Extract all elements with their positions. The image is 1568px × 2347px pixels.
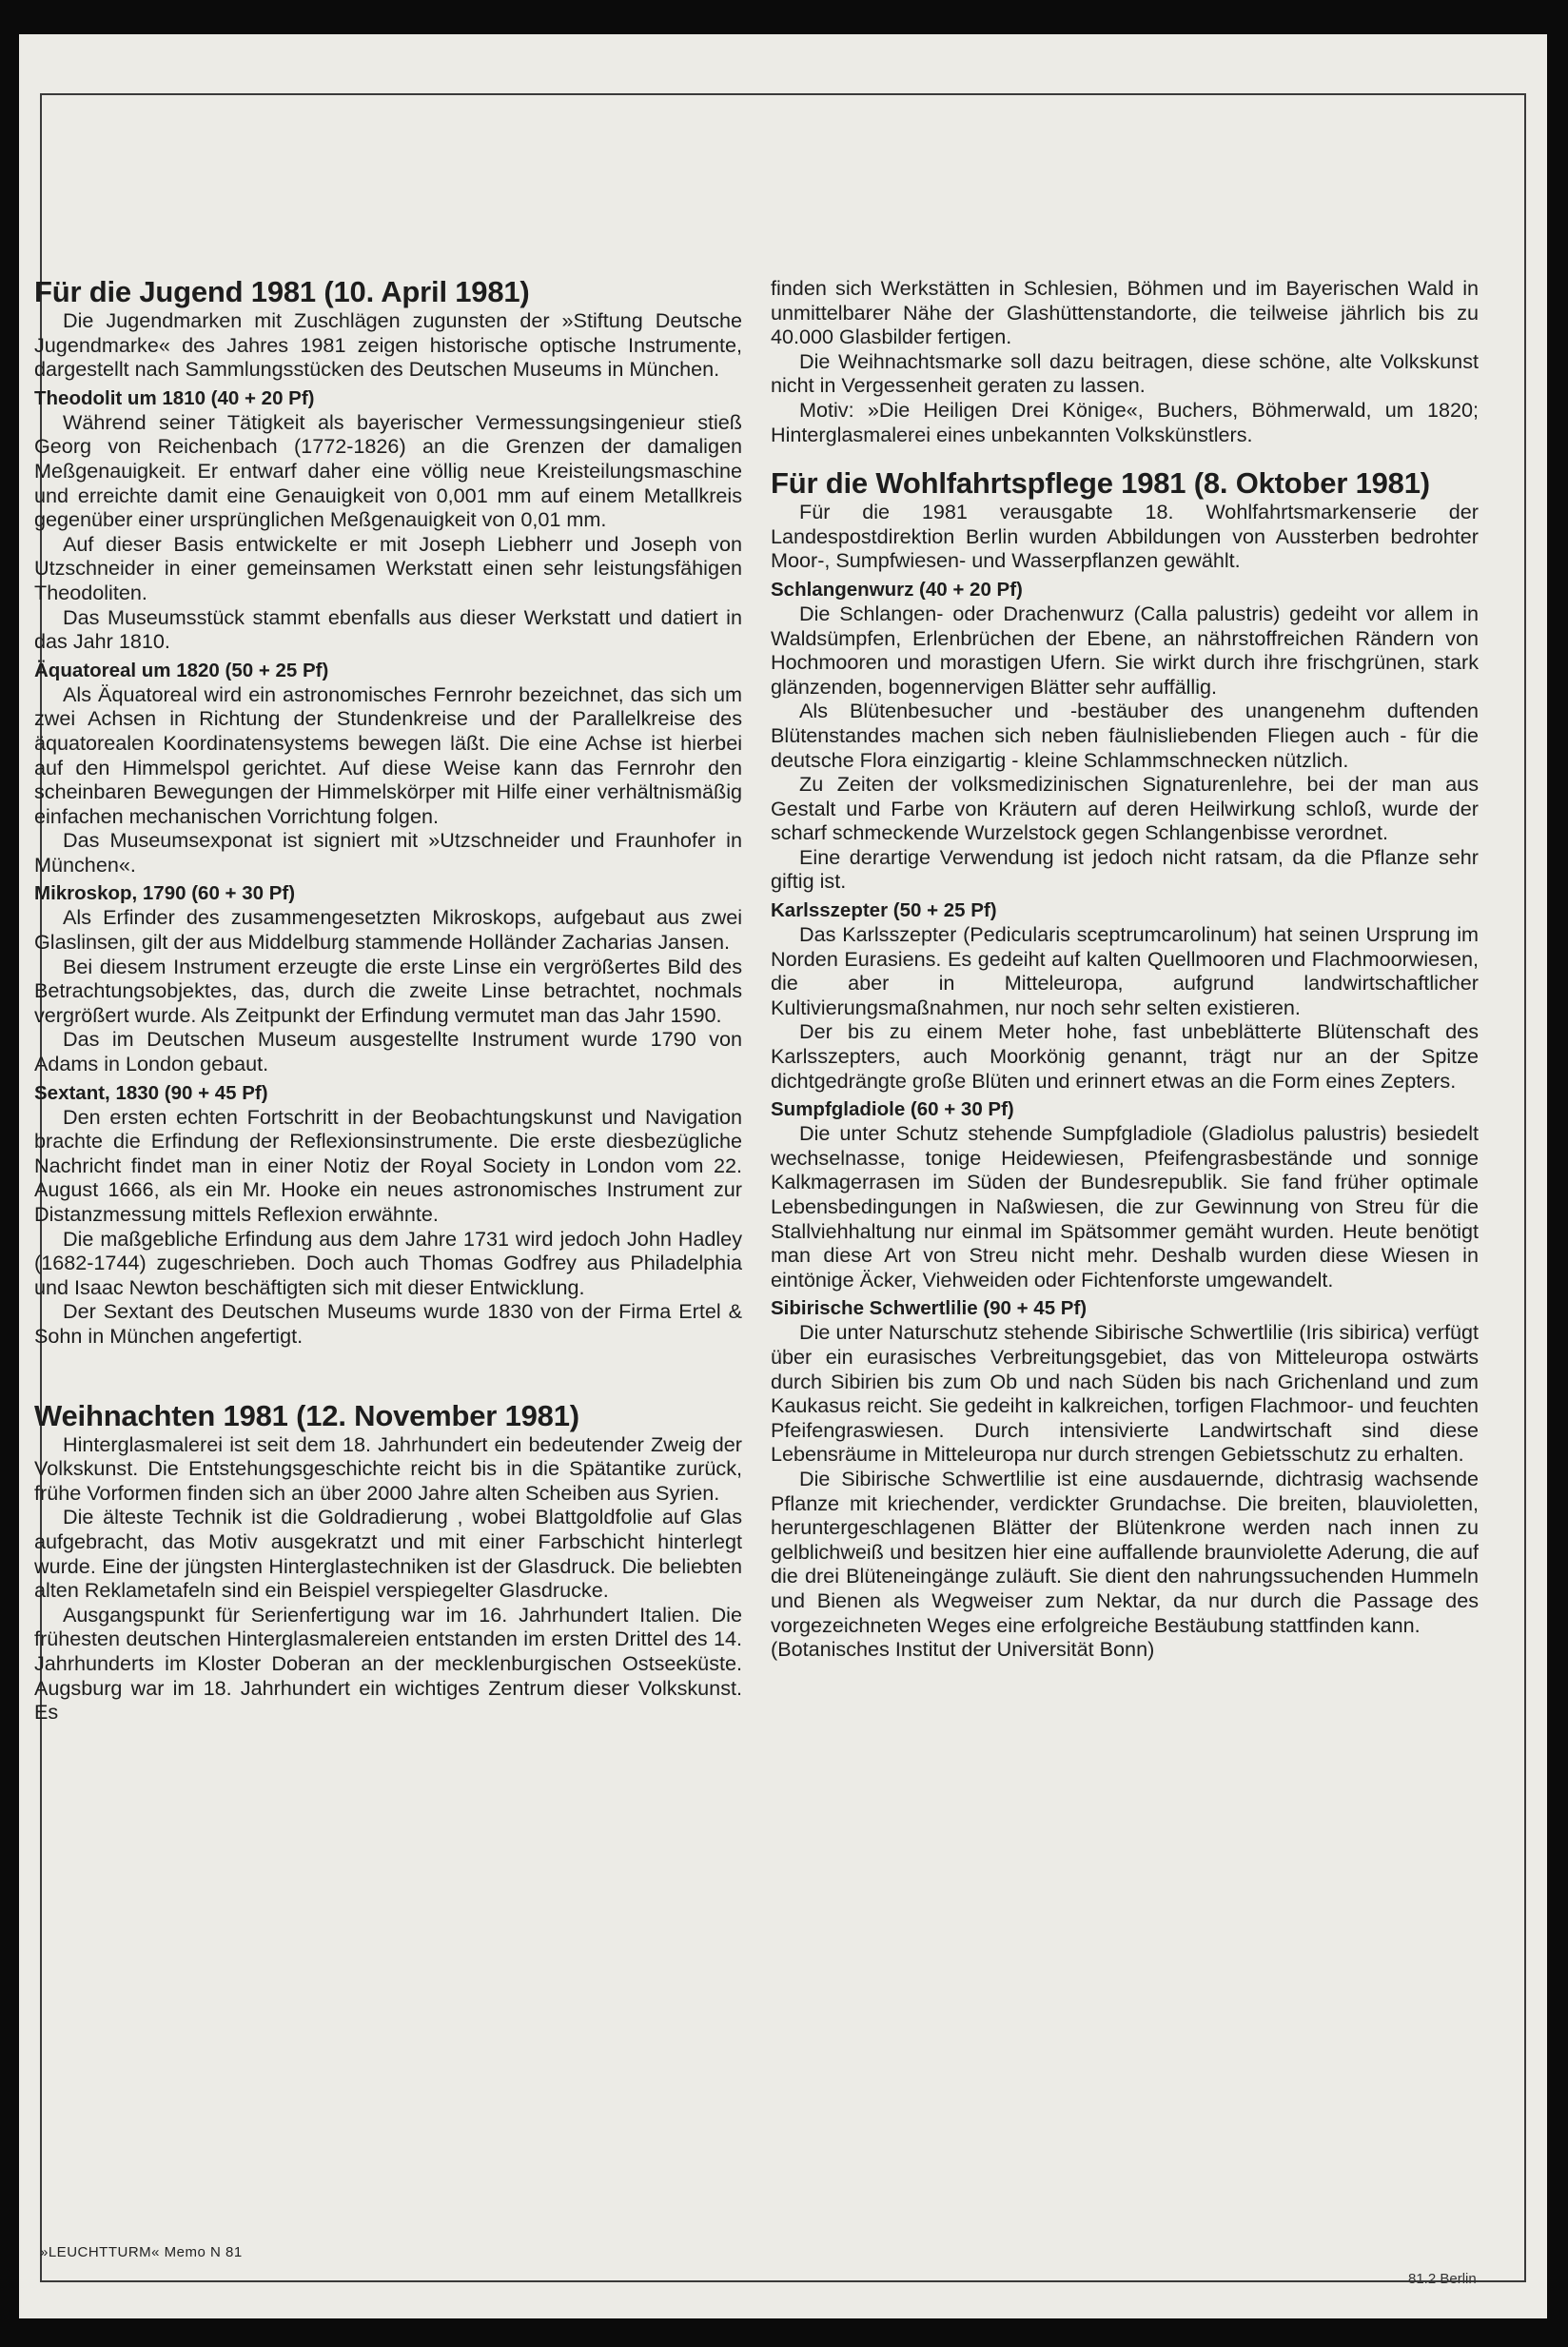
subsection-title-theodolit: Theodolit um 1810 (40 + 20 Pf) xyxy=(34,386,315,409)
paragraph: Der Sextant des Deutschen Museums wurde 1830 von der Firma Ertel & Sohn in München angefertigt. xyxy=(34,1299,742,1348)
paragraph: Während seiner Tätigkeit als bayerischer Vermessungsingenieur stieß Georg von Reichenbach (1772-1826) an die Grenzen der damaligen Meßgenauigkeit. Er entwarf daher eine völlig neue Kreisteilungsmaschine und erreichte damit eine Genauigkeit von 0,001 mm auf einem Metallkreis gegenüber einer ursprünglichen Meßgenauigkeit von 0,01 mm. xyxy=(34,409,742,532)
paragraph: Die älteste Technik ist die Goldradierung , wobei Blattgoldfolie auf Glas aufgebracht, das Motiv ausgekratzt und mit einer Farbschicht hinterlegt wurde. Eine der jüngsten Hinterglastechniken ist der Glasdruck. Die beliebten alten Reklametafeln sind ein Beispiel verspiegelter Glasdrucke. xyxy=(34,1505,742,1603)
section-gap xyxy=(34,1349,742,1400)
footer-publisher: »LEUCHTTURM« Memo N 81 xyxy=(40,2244,243,2260)
subsection-title-mikroskop: Mikroskop, 1790 (60 + 30 Pf) xyxy=(34,882,296,905)
paragraph: Das Karlsszepter (Pedicularis sceptrumcarolinum) hat seinen Ursprung im Norden Eurasiens. Es gedeiht auf kalten Quellmooren und Flachmoorwiesen, die aber in Mitteleuropa, aufgrund landwirtschaftlicher Kultivierungsmaßnahmen, nur noch sehr selten existieren. xyxy=(771,922,1479,1019)
left-column xyxy=(34,276,742,1725)
subsection-title-aequatoreal: Äquatoreal um 1820 (50 + 25 Pf) xyxy=(34,659,329,681)
section-title-weihnachten: Weihnachten 1981 (12. November 1981) xyxy=(34,1398,579,1432)
paragraph: Auf dieser Basis entwickelte er mit Joseph Liebherr und Joseph von Utzschneider in einer gemeinsamen Werkstatt einen sehr leistungsfähigen Theodoliten. xyxy=(34,531,742,604)
paragraph: Hinterglasmalerei ist seit dem 18. Jahrhundert ein bedeutender Zweig der Volkskunst. Die Entstehungsgeschichte reicht bis in die Spätantike zurück, frühe Vorformen finden sich an über 2000 Jahre alten Scheiben aus Syrien. xyxy=(34,1431,742,1505)
section-title-jugend: Für die Jugend 1981 (10. April 1981) xyxy=(34,275,530,308)
paragraph: Das im Deutschen Museum ausgestellte Instrument wurde 1790 von Adams in London gebaut. xyxy=(34,1027,742,1076)
paragraph: Als Äquatoreal wird ein astronomisches Fernrohr bezeichnet, das sich um zwei Achsen in Richtung der Stundenkreise und der Parallelkreise des äquatorealen Koordinatensystems bewegen läßt. Die eine Achse ist hierbei auf den Himmelspol gerichtet. Auf diese Weise kann das Fernrohr den scheinbaren Bewegungen der Himmelskörper mit Hilfe einer verhältnismäßig einfachen mechanischen Vorrichtung folgen. xyxy=(34,681,742,828)
subsection-title-sumpfgladiole: Sumpfgladiole (60 + 30 Pf) xyxy=(771,1098,1014,1121)
subsection-title-schlangenwurz: Schlangenwurz (40 + 20 Pf) xyxy=(771,578,1023,601)
paragraph: Motiv: »Die Heiligen Drei Könige«, Buchers, Böhmerwald, um 1820; Hinterglasmalerei eines unbekannten Volkskünstlers. xyxy=(771,397,1479,446)
paragraph: Der bis zu einem Meter hohe, fast unbeblätterte Blütenschaft des Karlsszepters, auch Moorkönig genannt, trägt nur an der Spitze dichtgedrängte große Blüten und erinnert etwas an die Form eines Zepters. xyxy=(771,1019,1479,1093)
subsection-title-karlsszepter: Karlsszepter (50 + 25 Pf) xyxy=(771,899,997,922)
section-gap xyxy=(771,446,1479,467)
paragraph: Als Blütenbesucher und -bestäuber des unangenehm duftenden Blütenstandes machen sich neben fäulnisliebenden Fliegen auch - für die deutsche Flora einzigartig - kleine Schlammschnecken nützlich. xyxy=(771,699,1479,772)
paragraph: Das Museumsstück stammt ebenfalls aus dieser Werkstatt und datiert in das Jahr 1810. xyxy=(34,604,742,654)
paragraph: Zu Zeiten der volksmedizinischen Signaturenlehre, bei der man aus Gestalt und Farbe von Kräutern auf deren Heilwirkung schloß, wurde der scharf schmeckende Wurzelstock gegen Schlangenbisse verordnet. xyxy=(771,772,1479,845)
section-title-wohlfahrt: Für die Wohlfahrtspflege 1981 (8. Oktober 1981) xyxy=(771,466,1430,501)
subsection-title-schwertlilie: Sibirische Schwertlilie (90 + 45 Pf) xyxy=(771,1297,1088,1320)
paragraph: Die Jugendmarken mit Zuschlägen zugunsten der »Stiftung Deutsche Jugendmarke« des Jahres 1981 zeigen historische optische Instrumente, dargestellt nach Sammlungsstücken des Deutschen Museums in München. xyxy=(34,308,742,382)
paragraph: Das Museumsexponat ist signiert mit »Utzschneider und Fraunhofer in München«. xyxy=(34,828,742,877)
paragraph: Den ersten echten Fortschritt in der Beobachtungskunst und Navigation brachte die Erfindung der Reflexionsinstrumente. Die erste diesbezügliche Nachricht findet man in einer Notiz der Royal Society in London vom 22. August 1666, als ein Mr. Hooke ein neues astronomisches Instrument zur Distanzmessung mittels Reflexion erwähnte. xyxy=(34,1104,742,1226)
paragraph: Die maßgebliche Erfindung aus dem Jahre 1731 wird jedoch John Hadley (1682-1744) zugeschrieben. Doch auch Thomas Godfrey aus Philadelphia und Isaac Newton beschäftigten sich mit dieser Entwicklung. xyxy=(34,1226,742,1299)
paragraph: Eine derartige Verwendung ist jedoch nicht ratsam, da die Pflanze sehr giftig ist. xyxy=(771,844,1479,894)
paragraph: Die Sibirische Schwertlilie ist eine ausdauernde, dichtrasig wachsende Pflanze mit kriechender, verdickter Grundachse. Die breiten, blauvioletten, heruntergeschlagenen Blätter der Blütenkrone werden nach innen zu gelblichweiß und besitzen hier eine auffallende braunviolette Aderung, die auf die drei Blüteneingänge zuläuft. Sie dient den nahrungssuchenden Hummeln und Bienen als Wegweiser zum Nektar, da nur durch die Passage des vorgezeichneten Weges eine erfolgreiche Bestäubung stattfinden kann. xyxy=(771,1466,1479,1637)
paragraph: finden sich Werkstätten in Schlesien, Böhmen und im Bayerischen Wald in unmittelbarer Nähe der Glashüttenstandorte, die teilweise jährlich bis zu 40.000 Glasbilder fertigen. xyxy=(771,276,1479,349)
paragraph: Die unter Schutz stehende Sumpfgladiole (Gladiolus palustris) besiedelt wechselnasse, tonige Heidewiesen, Pfeifengrasbestände und sonnige Kalkmagerrasen im Süden der Bundesrepublik. Sie fand früher optimale Lebensbedingungen in Naßwiesen, die zur Gewinnung von Streu für die Stallviehhaltung nur einmal im Spätsommer gemäht wurden. Heute benötigt man diese Art von Streu nicht mehr. Deshalb wurden diese Wiesen in eintönige Äcker, Viehweiden oder Fichtenforste umgewandelt. xyxy=(771,1121,1479,1292)
paragraph: Als Erfinder des zusammengesetzten Mikroskops, aufgebaut aus zwei Glaslinsen, gilt der aus Middelburg stammende Holländer Zacharias Jansen. xyxy=(34,905,742,955)
paragraph: Die Weihnachtsmarke soll dazu beitragen, diese schöne, alte Volkskunst nicht in Vergessenheit geraten zu lassen. xyxy=(771,348,1479,398)
paragraph: Die unter Naturschutz stehende Sibirische Schwertlilie (Iris sibirica) verfügt über ein eurasisches Verbreitungsgebiet, das von Mitteleuropa ostwärts durch Sibirien bis zum Ob und nach Süden bis nach Grichenland und zum Kaukasus reicht. Sie gedeiht in kalkreichen, torfigen Flachmoor- und feuchten Pfeifengraswiesen. Durch intensivierte Landwirtschaft sind diese Lebensräume in Mitteleuropa nur durch strengen Gebietsschutz zu erhalten. xyxy=(771,1320,1479,1467)
paragraph: Für die 1981 verausgabte 18. Wohlfahrtsmarkenserie der Landespostdirektion Berlin wurden Abbildungen von Aussterben bedrohter Moor-, Sumpfwiesen- und Wasserpflanzen gewählt. xyxy=(771,500,1479,573)
subsection-title-sextant: Sextant, 1830 (90 + 45 Pf) xyxy=(34,1081,268,1104)
source-note: (Botanisches Institut der Universität Bonn) xyxy=(771,1637,1155,1662)
paragraph: Die Schlangen- oder Drachenwurz (Calla palustris) gedeiht vor allem in Waldsümpfen, Erlenbrüchen der Ebene, an nährstoffreichen Rändern von Hochmooren und morastigen Ufern. Sie wirkt durch ihre frischgrünen, stark glänzenden, bogennervigen Blätter sehr auffällig. xyxy=(771,601,1479,699)
right-column xyxy=(771,276,1479,1662)
paragraph: Ausgangspunkt für Serienfertigung war im 16. Jahrhundert Italien. Die frühesten deutschen Hinterglasmalereien entstanden im ersten Drittel des 14. Jahrhunderts im Kloster Doberan an der mecklenburgischen Ostseeküste. Augsburg war im 18. Jahrhundert ein wichtiges Zentrum dieser Volkskunst. Es xyxy=(34,1602,742,1725)
footer-page-ref: 81.2 Berlin xyxy=(1408,2271,1477,2287)
paragraph: Bei diesem Instrument erzeugte die erste Linse ein vergrößertes Bild des Betrachtungsobjektes, das, durch die zweite Linse betrachtet, nochmals vergrößert wurde. Als Zeitpunkt der Erfindung vermutet man das Jahr 1590. xyxy=(34,954,742,1027)
